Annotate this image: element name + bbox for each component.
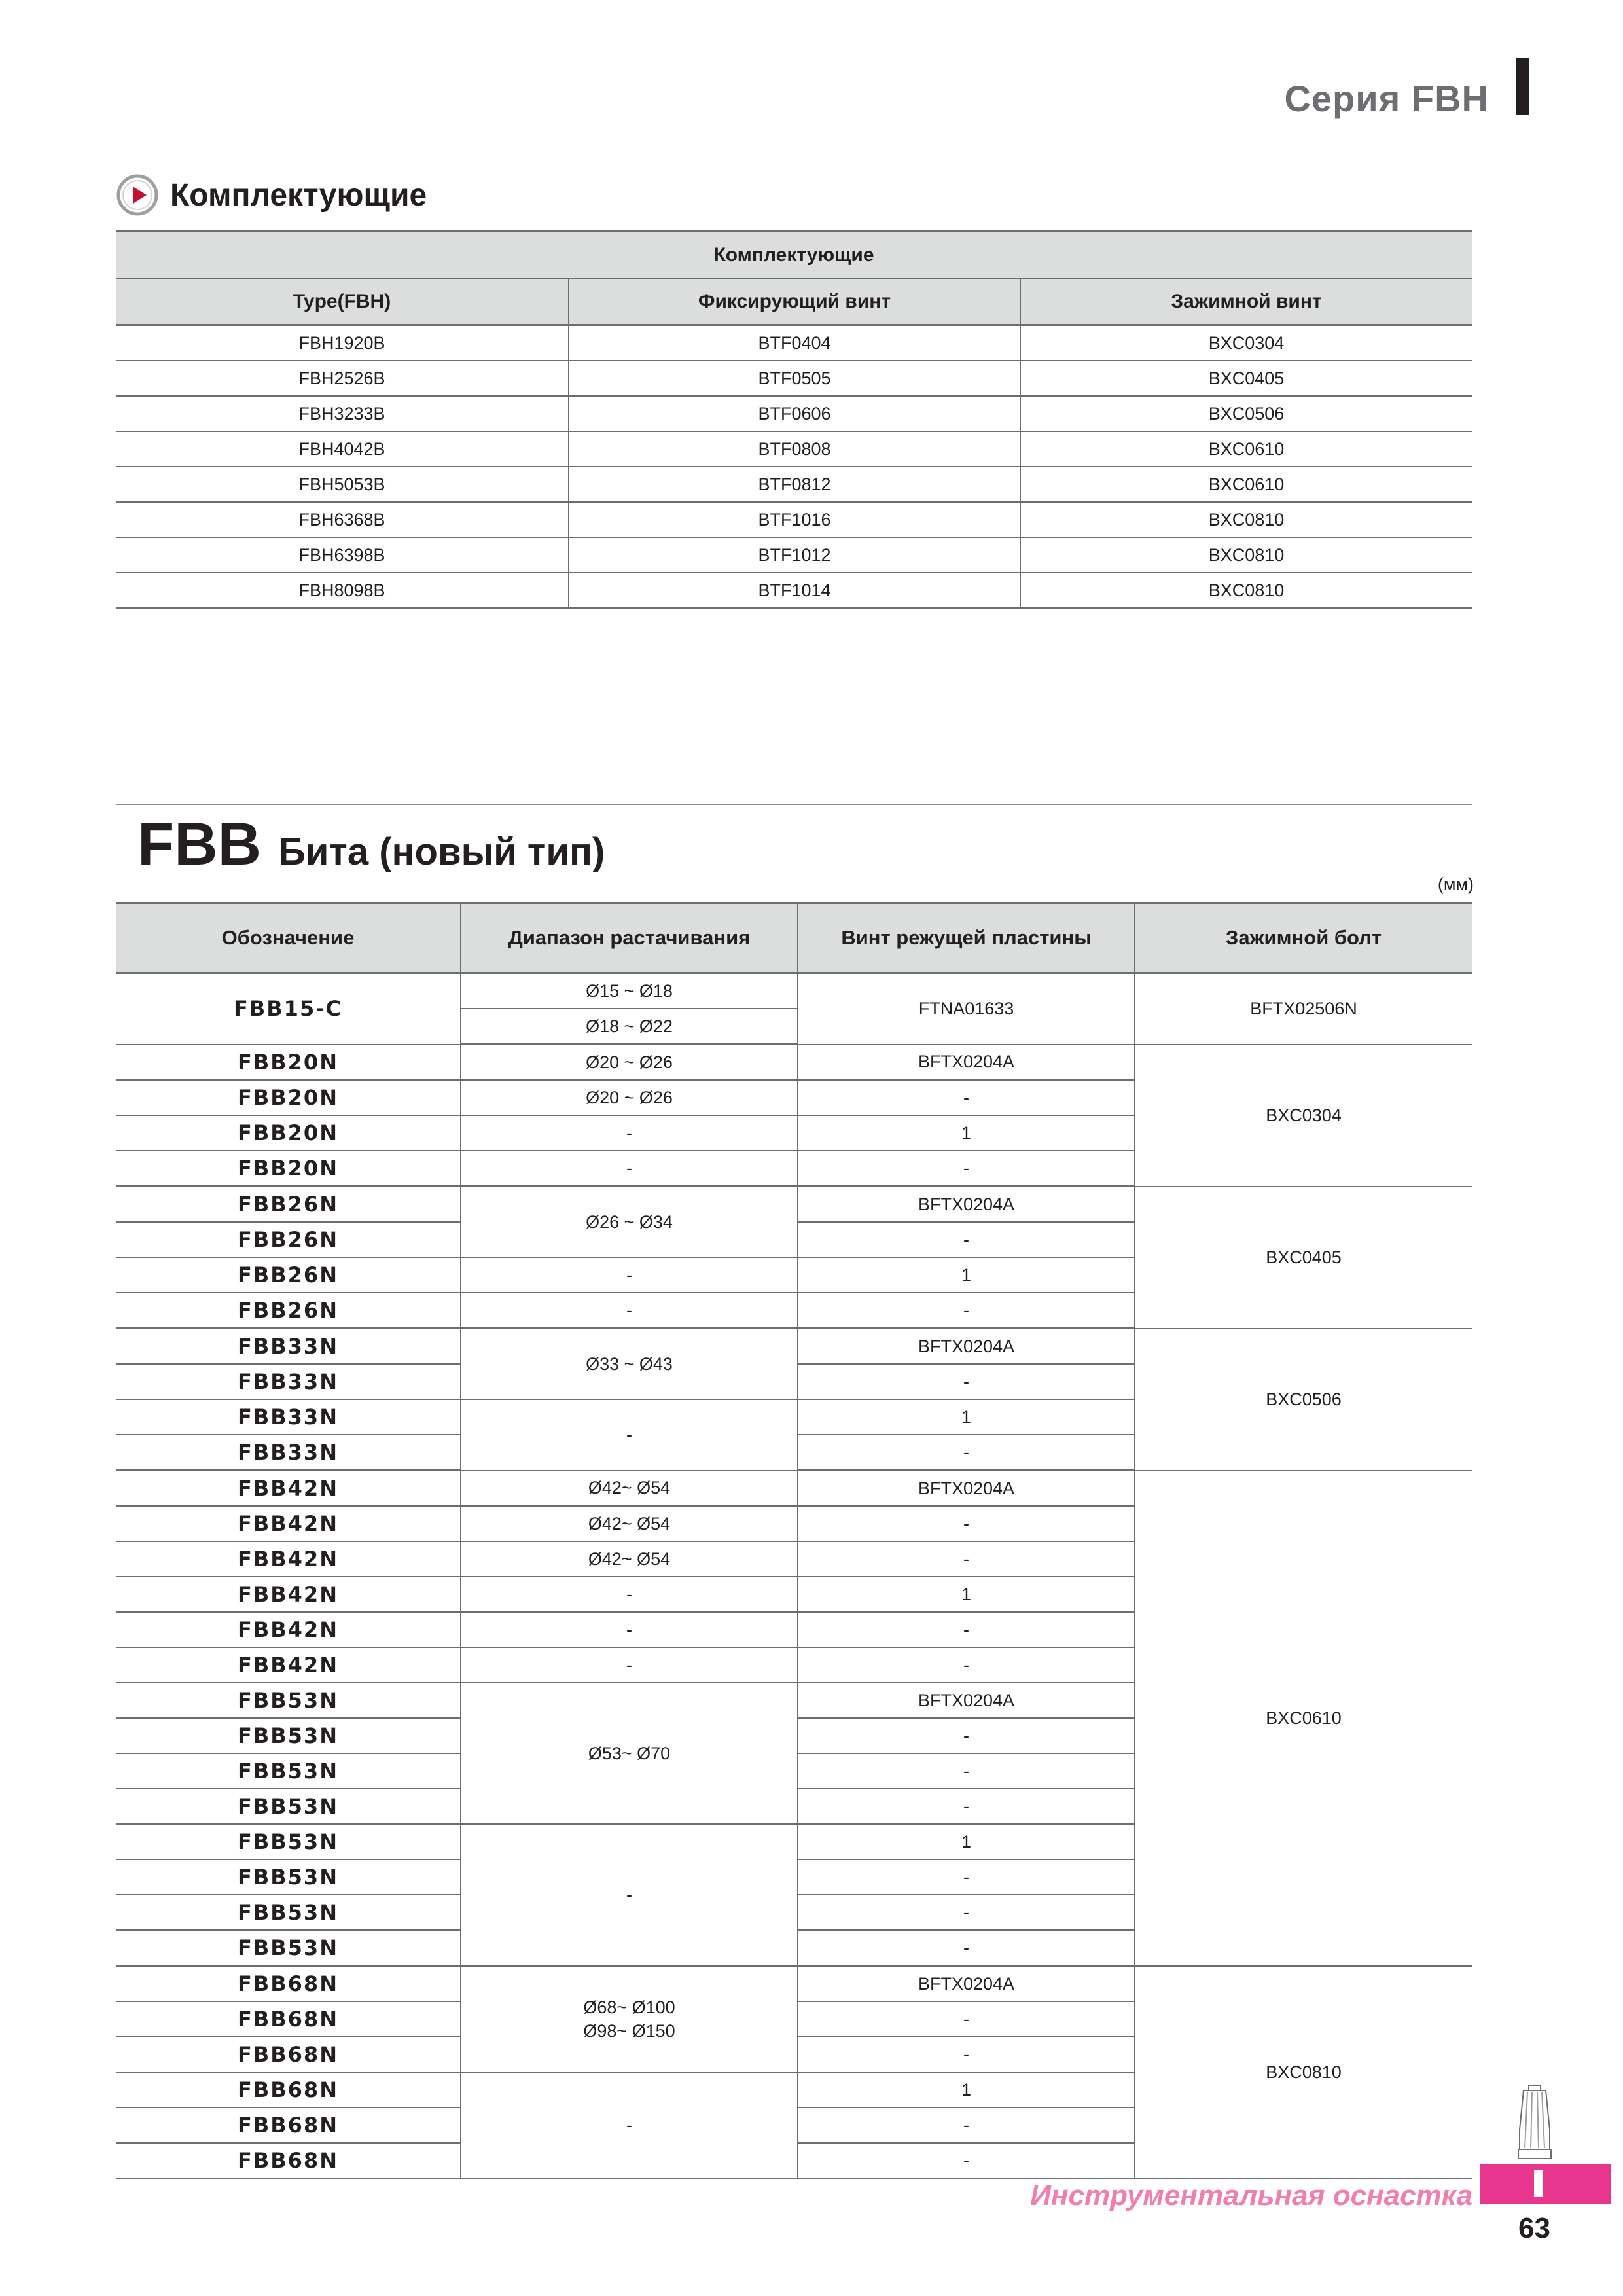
designation-cell: FBB68N	[116, 2037, 461, 2072]
range-cell: Ø15 ~ Ø18	[461, 973, 798, 1009]
designation-cell: FBB53N	[116, 1683, 461, 1718]
designation-cell: FBB53N	[116, 1930, 461, 1966]
fbb-heading-code: FBB	[137, 811, 262, 878]
screw-cell: BFTX0204A	[798, 1966, 1135, 2002]
series-title: Серия FBH	[1284, 78, 1489, 119]
designation-cell: FBB42N	[116, 1541, 461, 1577]
screw-cell: BFTX0204A	[798, 1683, 1135, 1718]
clamp-screw-cell: BXC0610	[1020, 431, 1472, 467]
range-cell	[461, 1966, 798, 2073]
range-cell: -	[461, 1115, 798, 1151]
range-line: Ø98~ Ø150	[583, 2020, 675, 2041]
table-row	[116, 573, 1472, 608]
collet-icon	[1516, 2084, 1554, 2161]
designation-cell: FBB26N	[116, 1257, 461, 1293]
designation-cell: FBB53N	[116, 1789, 461, 1824]
designation-cell: FBB68N	[116, 1966, 461, 2002]
table-row	[116, 361, 1472, 396]
column-header: Зажимной болт	[1135, 903, 1472, 973]
designation-cell: FBB42N	[116, 1471, 461, 1507]
screw-cell: -	[798, 1151, 1135, 1187]
type-cell: FBH6368B	[116, 502, 569, 537]
type-cell: FBH6398B	[116, 537, 569, 573]
screw-cell: -	[798, 1930, 1135, 1966]
screw-cell: -	[798, 1435, 1135, 1471]
clamp-screw-cell: BXC0304	[1020, 325, 1472, 361]
range-cell: Ø42~ Ø54	[461, 1506, 798, 1541]
range-cell: Ø20 ~ Ø26	[461, 1080, 798, 1115]
range-cell: Ø33 ~ Ø43	[461, 1329, 798, 1400]
range-cell: -	[461, 1399, 798, 1471]
type-cell: FBH8098B	[116, 573, 569, 608]
unit-label: (мм)	[1437, 874, 1474, 894]
series-bar	[1516, 58, 1529, 115]
designation-cell: FBB42N	[116, 1577, 461, 1612]
fbb-table	[116, 902, 1472, 2179]
screw-cell: BFTX0204A	[798, 1471, 1135, 1507]
page-number: 63	[1518, 2212, 1550, 2244]
bolt-cell: BXC0810	[1135, 1966, 1472, 2179]
screw-cell: -	[798, 2001, 1135, 2037]
column-header: Обозначение	[116, 903, 461, 973]
screw-cell: 1	[798, 1257, 1135, 1293]
designation-cell: FBB26N	[116, 1293, 461, 1329]
range-cell: -	[461, 1257, 798, 1293]
bolt-cell: BXC0506	[1135, 1329, 1472, 1471]
table-row	[116, 396, 1472, 431]
type-cell: FBH4042B	[116, 431, 569, 467]
designation-cell: FBB53N	[116, 1895, 461, 1930]
designation-cell: FBB68N	[116, 2108, 461, 2143]
column-header: Фиксирующий винт	[569, 278, 1020, 325]
table-row	[116, 431, 1472, 467]
range-cell: -	[461, 1293, 798, 1329]
screw-cell: -	[798, 1541, 1135, 1577]
column-header: Диапазон растачивания	[461, 903, 798, 973]
table-row	[116, 325, 1472, 361]
designation-cell: FBB42N	[116, 1506, 461, 1541]
screw-cell: -	[798, 2037, 1135, 2072]
range-cell: -	[461, 2072, 798, 2179]
range-line: Ø68~ Ø100	[583, 1997, 675, 2017]
screw-cell: 1	[798, 1115, 1135, 1151]
clamp-screw-cell: BXC0810	[1020, 537, 1472, 573]
range-cell: Ø26 ~ Ø34	[461, 1187, 798, 1258]
designation-cell: FBB33N	[116, 1435, 461, 1471]
designation-cell: FBB33N	[116, 1364, 461, 1399]
designation-cell: FBB15-C	[116, 973, 461, 1045]
designation-cell: FBB20N	[116, 1080, 461, 1115]
designation-cell: FBB26N	[116, 1187, 461, 1223]
fixing-screw-cell: BTF1016	[569, 502, 1020, 537]
designation-cell: FBB42N	[116, 1647, 461, 1683]
clamp-screw-cell: BXC0506	[1020, 396, 1472, 431]
range-cell: Ø18 ~ Ø22	[461, 1009, 798, 1045]
screw-cell: BFTX0204A	[798, 1187, 1135, 1223]
table-row	[116, 537, 1472, 573]
range-cell: -	[461, 1824, 798, 1966]
screw-cell: -	[798, 1859, 1135, 1895]
screw-cell: -	[798, 2108, 1135, 2143]
designation-cell: FBB33N	[116, 1329, 461, 1365]
screw-cell: BFTX0204A	[798, 1329, 1135, 1365]
designation-cell: FBB20N	[116, 1115, 461, 1151]
clamp-screw-cell: BXC0610	[1020, 467, 1472, 502]
screw-cell: 1	[798, 1824, 1135, 1859]
bolt-cell: BXC0405	[1135, 1187, 1472, 1329]
table-row	[116, 502, 1472, 537]
column-header: Type(FBH)	[116, 278, 569, 325]
screw-cell: -	[798, 1222, 1135, 1257]
range-cell: -	[461, 1612, 798, 1647]
clamp-screw-cell: BXC0405	[1020, 361, 1472, 396]
bolt-cell: BFTX02506N	[1135, 973, 1472, 1045]
screw-cell: -	[798, 1895, 1135, 1930]
range-cell: Ø42~ Ø54	[461, 1471, 798, 1507]
footer-tab-mark	[1534, 2170, 1543, 2197]
column-header: Винт режущей пластины	[798, 903, 1135, 973]
screw-cell: FTNA01633	[798, 973, 1135, 1045]
footer-section-tab	[1480, 2164, 1611, 2204]
range-cell: -	[461, 1577, 798, 1612]
range-cell: Ø53~ Ø70	[461, 1683, 798, 1824]
range-cell: Ø42~ Ø54	[461, 1541, 798, 1577]
type-cell: FBH5053B	[116, 467, 569, 502]
clamp-screw-cell: BXC0810	[1020, 502, 1472, 537]
bolt-cell: BXC0610	[1135, 1471, 1472, 1966]
screw-cell: -	[798, 1753, 1135, 1789]
screw-cell: -	[798, 1612, 1135, 1647]
footer-section-label: Инструментальная оснастка	[1030, 2179, 1472, 2212]
accessories-table-body	[116, 325, 1472, 609]
screw-cell: BFTX0204A	[798, 1045, 1135, 1081]
clamp-screw-cell: BXC0810	[1020, 573, 1472, 608]
screw-cell: -	[798, 1080, 1135, 1115]
range-cell: -	[461, 1151, 798, 1187]
designation-cell: FBB53N	[116, 1824, 461, 1859]
screw-cell: -	[798, 1647, 1135, 1683]
range-cell: -	[461, 1647, 798, 1683]
fixing-screw-cell: BTF0808	[569, 431, 1020, 467]
type-cell: FBH3233B	[116, 396, 569, 431]
fixing-screw-cell: BTF1012	[569, 537, 1020, 573]
designation-cell: FBB68N	[116, 2072, 461, 2108]
screw-cell: 1	[798, 2072, 1135, 2108]
fixing-screw-cell: BTF1014	[569, 573, 1020, 608]
screw-cell: 1	[798, 1577, 1135, 1612]
screw-cell: -	[798, 1789, 1135, 1824]
fbb-heading-text: Бита (новый тип)	[278, 831, 605, 873]
fixing-screw-cell: BTF0606	[569, 396, 1020, 431]
screw-cell: -	[798, 2143, 1135, 2179]
designation-cell: FBB53N	[116, 1753, 461, 1789]
type-cell: FBH1920B	[116, 325, 569, 361]
designation-cell: FBB33N	[116, 1399, 461, 1435]
screw-cell: -	[798, 1718, 1135, 1753]
bolt-cell: BXC0304	[1135, 1045, 1472, 1187]
column-header: Зажимной винт	[1020, 278, 1472, 325]
fbb-heading	[137, 810, 605, 882]
designation-cell: FBB26N	[116, 1222, 461, 1257]
accessories-table-title: Комплектующие	[116, 232, 1472, 279]
fixing-screw-cell: BTF0812	[569, 467, 1020, 502]
screw-cell: -	[798, 1364, 1135, 1399]
designation-cell: FBB20N	[116, 1151, 461, 1187]
screw-cell: 1	[798, 1399, 1135, 1435]
designation-cell: FBB53N	[116, 1859, 461, 1895]
designation-cell: FBB20N	[116, 1045, 461, 1081]
type-cell: FBH2526B	[116, 361, 569, 396]
accessories-heading-text: Комплектующие	[170, 177, 427, 213]
designation-cell: FBB42N	[116, 1612, 461, 1647]
screw-cell: -	[798, 1506, 1135, 1541]
accessories-heading	[116, 171, 427, 219]
range-cell: Ø20 ~ Ø26	[461, 1045, 798, 1081]
screw-cell: -	[798, 1293, 1135, 1329]
section-divider	[116, 804, 1472, 805]
designation-cell: FBB68N	[116, 2001, 461, 2037]
accessories-table	[116, 230, 1472, 609]
designation-cell: FBB68N	[116, 2143, 461, 2179]
fixing-screw-cell: BTF0505	[569, 361, 1020, 396]
play-icon	[116, 174, 158, 216]
fixing-screw-cell: BTF0404	[569, 325, 1020, 361]
table-row	[116, 467, 1472, 502]
designation-cell: FBB53N	[116, 1718, 461, 1753]
